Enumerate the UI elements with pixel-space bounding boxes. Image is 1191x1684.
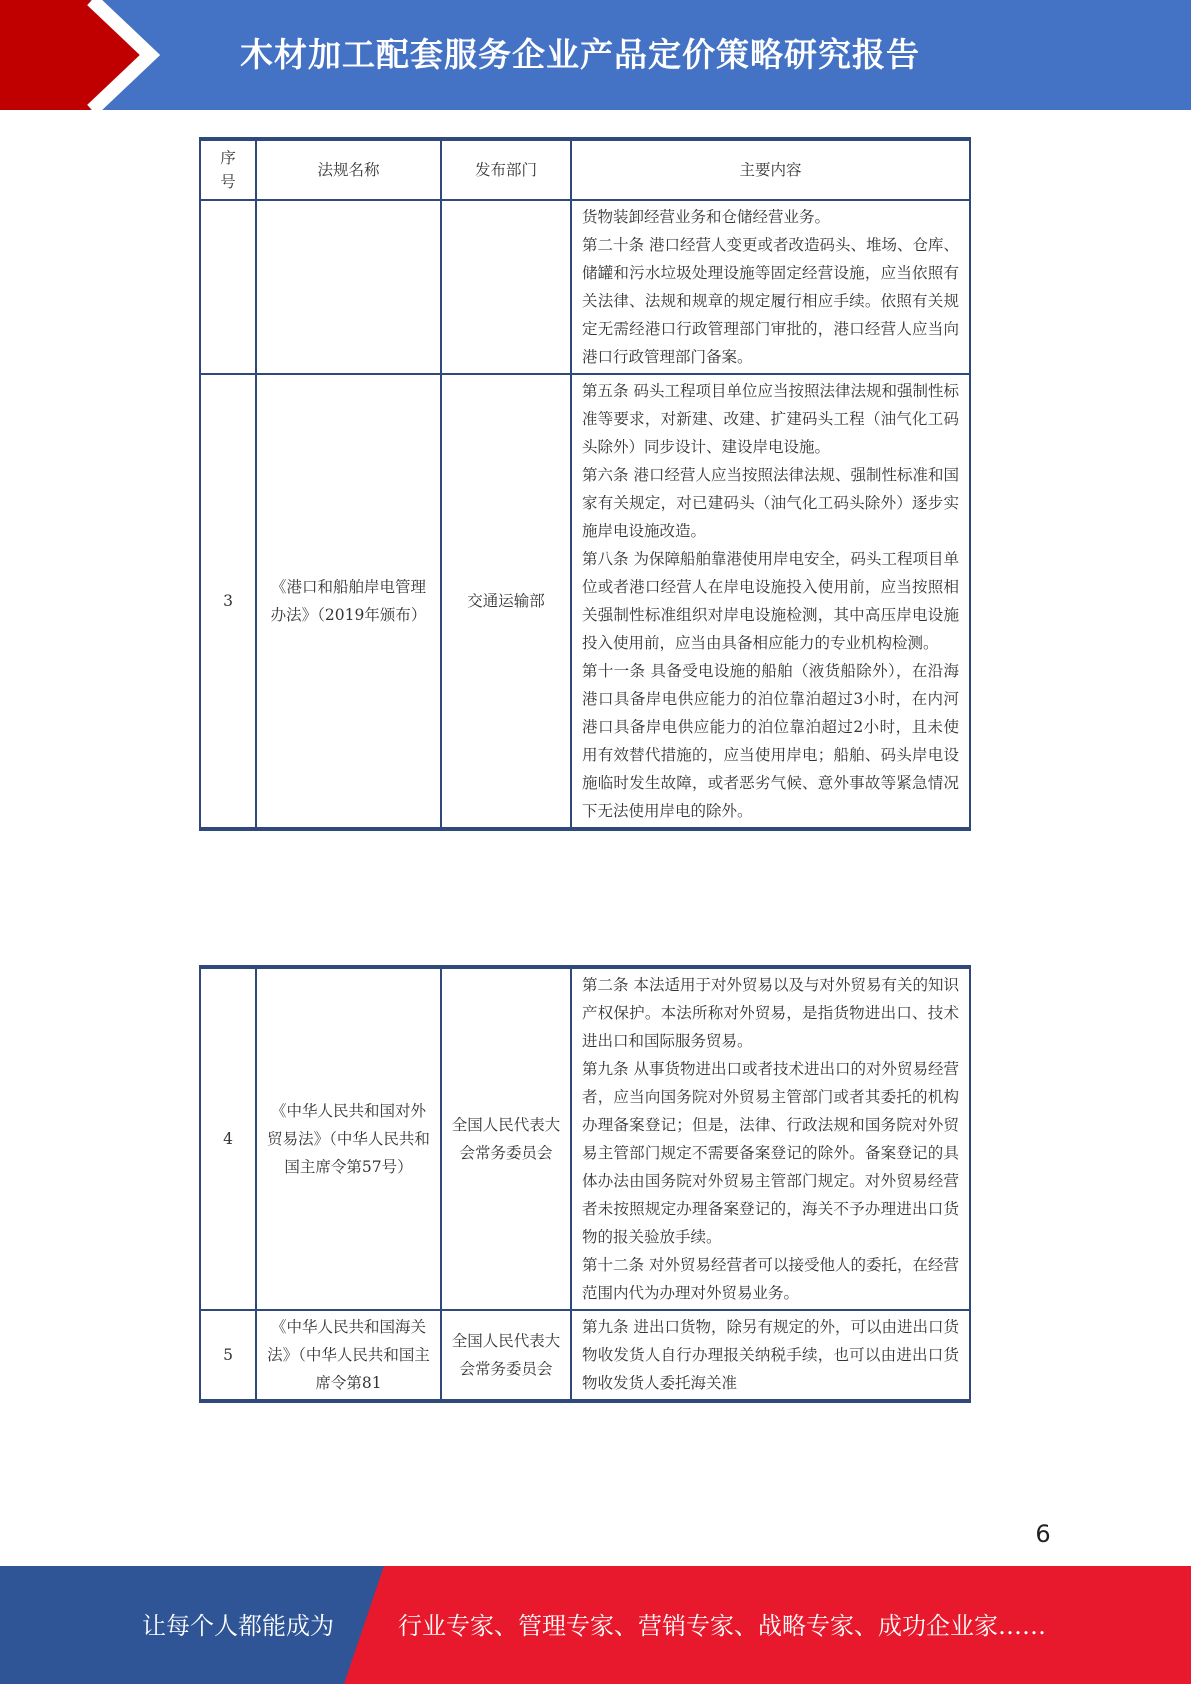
content-paragraph: 第六条 港口经营人应当按照法律法规、强制性标准和国家有关规定，对已建码头（油气化工码头除外）逐步实施岸电设施改造。 [582,466,959,540]
row-main-content [571,1310,970,1401]
row-number: 4 [200,967,256,1310]
page-number: 6 [1035,1520,1051,1548]
header-number: 序号 [200,139,256,200]
row-regulation-name: 《中华人民共和国对外贸易法》（中华人民共和国主席令第57号） [256,967,441,1310]
row-number: 3 [200,374,256,829]
row-main-content [571,967,970,1310]
content-paragraph: 第九条 进出口货物，除另有规定的外，可以由进出口货物收发货人自行办理报关纳税手续，也可以由进出口货物收发货人委托海关准 [582,1318,959,1392]
content-paragraph: 货物装卸经营业务和仓储经营业务。 [582,208,831,226]
regulation-table-top [199,137,971,831]
footer-slogan-left: 让每个人都能成为 [142,1612,334,1640]
row-main-content [571,200,970,374]
table-row [200,374,970,829]
row-department: 全国人民代表大会常务委员会 [441,1310,571,1401]
report-title: 木材加工配套服务企业产品定价策略研究报告 [240,35,920,74]
row-number: 5 [200,1310,256,1401]
row-department: 全国人民代表大会常务委员会 [441,967,571,1310]
page-footer [0,1566,1191,1684]
footer-slogan-right: 行业专家、管理专家、营销专家、战略专家、成功企业家…… [398,1612,1046,1640]
row-number [200,200,256,374]
header-main-content: 主要内容 [571,139,970,200]
row-regulation-name: 《港口和船舶岸电管理办法》（2019年颁布） [256,374,441,829]
header-department: 发布部门 [441,139,571,200]
content-paragraph: 第八条 为保障船舶靠港使用岸电安全，码头工程项目单位或者港口经营人在岸电设施投入使用前，应当按照相关强制性标准组织对岸电设施检测，其中高压岸电设施投入使用前，应当由具备相应能力的专业机构检测。 [582,550,959,652]
row-regulation-name [256,200,441,374]
table-row [200,1310,970,1401]
row-department [441,200,571,374]
header-regulation-name: 法规名称 [256,139,441,200]
table-row [200,200,970,374]
regulation-table-bottom [199,965,971,1403]
row-department: 交通运输部 [441,374,571,829]
row-regulation-name: 《中华人民共和国海关法》（中华人民共和国主席令第81 [256,1310,441,1401]
page-header [0,0,1191,110]
content-paragraph: 第二条 本法适用于对外贸易以及与对外贸易有关的知识产权保护。本法所称对外贸易，是指货物进出口、技术进出口和国际服务贸易。 [582,976,959,1050]
row-main-content [571,374,970,829]
content-paragraph: 第二十条 港口经营人变更或者改造码头、堆场、仓库、储罐和污水垃圾处理设施等固定经营设施，应当依照有关法律、法规和规章的规定履行相应手续。依照有关规定无需经港口行政管理部门审批的，港口经营人应当向港口行政管理部门备案。 [582,236,959,366]
table-header-row [200,139,970,200]
content-paragraph: 第九条 从事货物进出口或者技术进出口的对外贸易经营者，应当向国务院对外贸易主管部门或者其委托的机构办理备案登记；但是，法律、行政法规和国务院对外贸易主管部门规定不需要备案登记的除外。备案登记的具体办法由国务院对外贸易主管部门规定。对外贸易经营者未按照规定办理备案登记的，海关不予办理进出口货物的报关验放手续。 [582,1060,959,1246]
content-paragraph: 第十二条 对外贸易经营者可以接受他人的委托，在经营范围内代为办理对外贸易业务。 [582,1256,959,1302]
content-paragraph: 第五条 码头工程项目单位应当按照法律法规和强制性标准等要求，对新建、改建、扩建码头工程（油气化工码头除外）同步设计、建设岸电设施。 [582,382,959,456]
table-row [200,967,970,1310]
content-paragraph: 第十一条 具备受电设施的船舶（液货船除外），在沿海港口具备岸电供应能力的泊位靠泊超过3小时，在内河港口具备岸电供应能力的泊位靠泊超过2小时，且未使用有效替代措施的，应当使用岸电；船舶、码头岸电设施临时发生故障，或者恶劣气候、意外事故等紧急情况下无法使用岸电的除外。 [582,662,959,820]
